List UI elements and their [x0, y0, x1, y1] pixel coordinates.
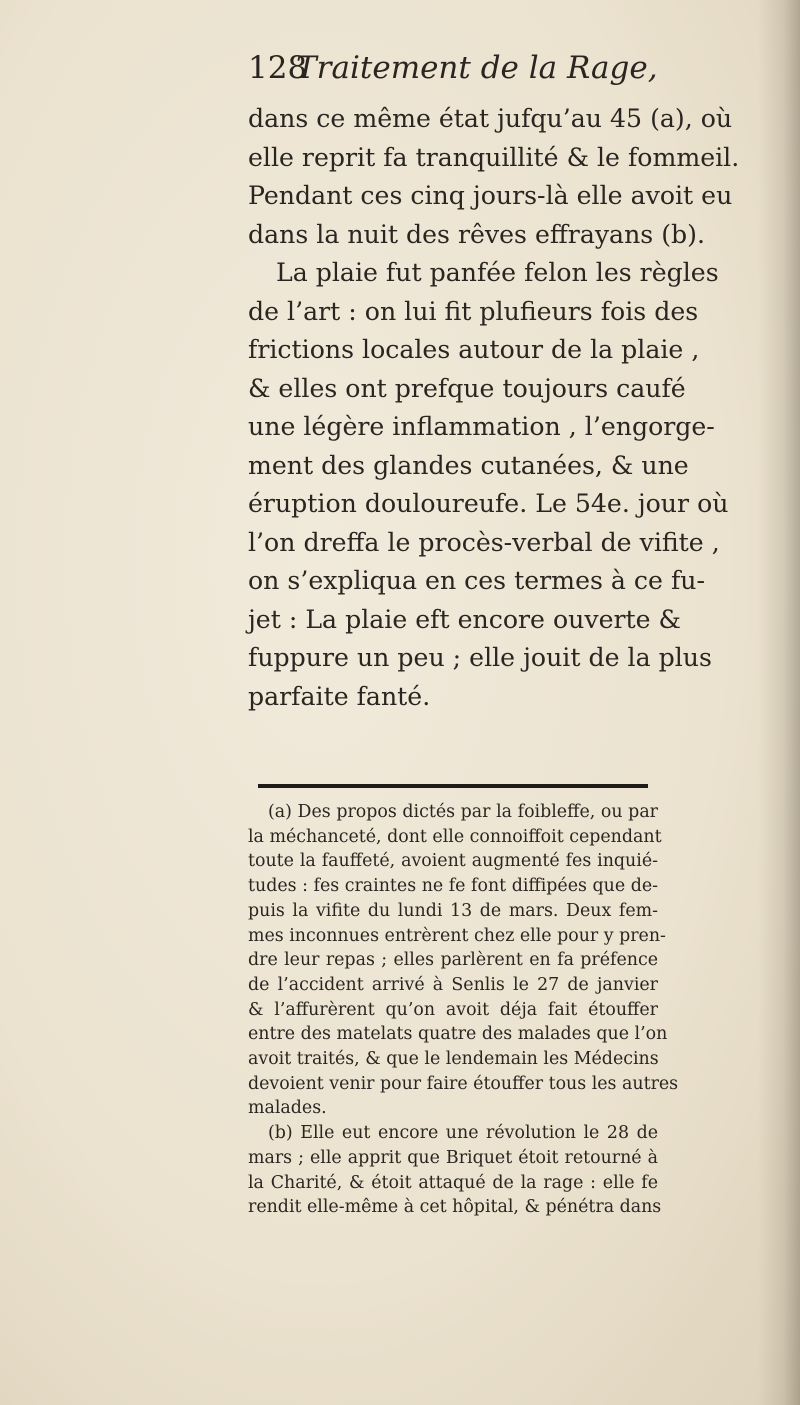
footnotes [248, 800, 679, 1220]
body-line: parfaite fanté. [248, 681, 431, 711]
footnote-line: dre leur repas ; elles parlèrent en fa préfence [248, 950, 658, 971]
footnote-line: de l’accident arrivé à Senlis le 27 de janvier [248, 974, 658, 995]
body-line: & elles ont prefque toujours caufé [248, 373, 686, 403]
footnote-divider [258, 784, 648, 788]
body-line: elle reprit fa tranquillité & le fommeil. [248, 142, 740, 172]
body-line: fuppure un peu ; elle jouit de la plus [248, 643, 712, 672]
footnote-line: devoient venir pour faire étouffer tous les autres [248, 1073, 679, 1094]
page-number: 128 [248, 50, 308, 86]
body-line: La plaie fut panfée felon les règles [276, 258, 719, 287]
body-line: une légère inflammation , l’engorge- [248, 412, 715, 441]
body-line: Pendant ces cinq jours-là elle avoit eu [248, 181, 733, 210]
page-header [248, 50, 668, 98]
body-line: jet : La plaie eft encore ouverte & [248, 604, 681, 634]
footnote-line: la Charité, & étoit attaqué de la rage : elle fe [248, 1172, 658, 1193]
footnote-line: la méchanceté, dont elle connoiffoit cependant [248, 826, 662, 847]
body-line: dans ce même état jufqu’au 45 (a), où [248, 104, 733, 133]
footnote-line: avoit traités, & que le lendemain les Médecins [248, 1049, 659, 1070]
body-line: frictions locales autour de la plaie , [248, 335, 700, 364]
footnote-line: (a) Des propos dictés par la foibleffe, ou par [268, 802, 658, 822]
footnote-line: puis la vifite du lundi 13 de mars. Deux fem- [248, 900, 658, 921]
footnote-line: & l’affurèrent qu’on avoit déja fait étouffer [248, 999, 658, 1020]
body-line: dans la nuit des rêves effrayans (b). [248, 219, 706, 249]
body-line: de l’art : on lui fit plufieurs fois des [248, 296, 699, 326]
body-line: on s’expliqua en ces termes à ce fu- [248, 566, 706, 595]
footnote-line: mes inconnues entrèrent chez elle pour y pren- [248, 925, 666, 946]
body-line: l’on dreffa le procès-verbal de vifite , [248, 527, 720, 557]
body-line: ment des glandes cutanées, & une [248, 450, 689, 480]
footnote-line: entre des matelats quatre des malades que l’on [248, 1024, 668, 1045]
footnote-line: tudes : fes craintes ne fe font diffipées que de- [248, 876, 658, 897]
body-line: éruption douloureufe. Le 54e. jour où [248, 489, 729, 518]
footnote-line: malades. [248, 1098, 327, 1119]
footnote-line: toute la fauffeté, avoient augmenté fes inquié- [248, 851, 658, 872]
running-title: Traitement de la Rage, [296, 50, 658, 86]
page-edge-shadow [758, 0, 800, 1405]
footnote-line: mars ; elle apprit que Briquet étoit retourné à [248, 1147, 658, 1168]
footnote-line: (b) Elle eut encore une révolution le 28 de [268, 1123, 658, 1144]
body-text [248, 100, 740, 716]
footnote-line: rendit elle-même à cet hôpital, & pénétra dans [248, 1197, 662, 1218]
